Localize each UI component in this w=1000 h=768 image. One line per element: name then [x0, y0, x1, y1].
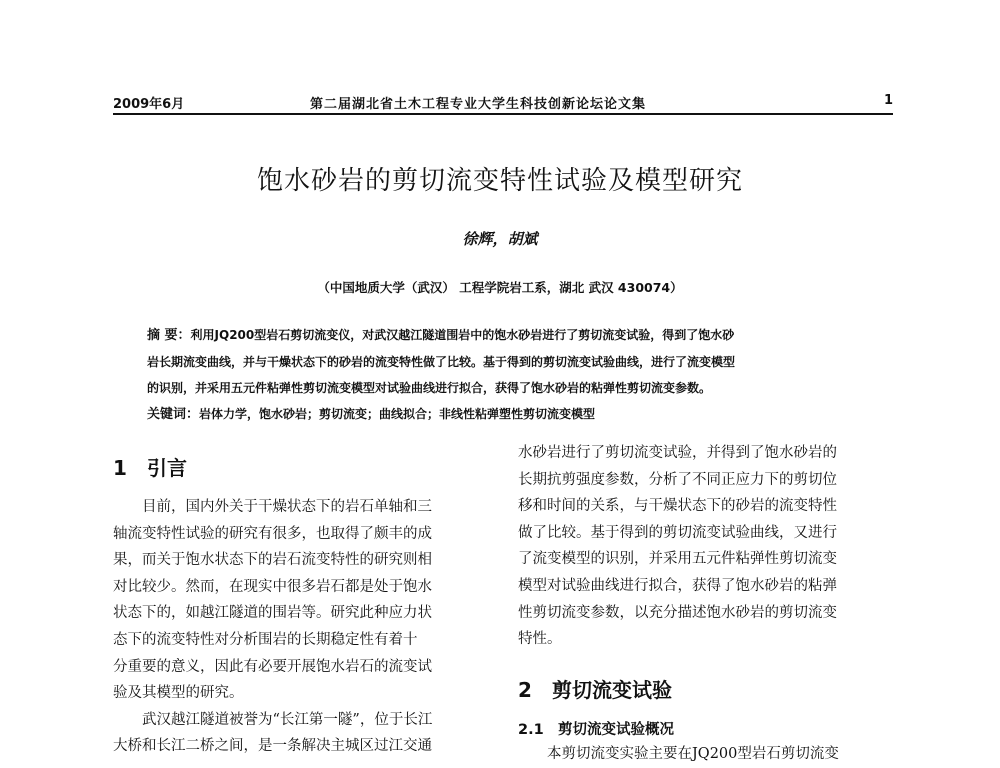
header-proceedings-title: 第二届湖北省土木工程专业大学生科技创新论坛论文集 — [310, 97, 647, 112]
section-2-heading — [518, 674, 672, 703]
body-line: 了流变模型的识别，并采用五元件粘弹性剪切流变 — [518, 551, 837, 568]
body-line: 对比较少。然而，在现实中很多岩石都是处于饱水 — [113, 578, 432, 595]
keywords-line — [147, 401, 862, 428]
section-1-heading — [113, 452, 187, 481]
section-title: 引言 — [147, 456, 187, 480]
subsection-number: 2.1 — [518, 722, 544, 738]
keywords-label: 关键词： — [147, 407, 200, 422]
body-line: 大桥和长江二桥之间，是一条解决主城区过江交通 — [113, 738, 432, 755]
body-line: 做了比较。基于得到的剪切流变试验曲线，又进行 — [518, 524, 837, 541]
body-line: 状态下的，如越江隧道的围岩等。研究此种应力状 — [113, 605, 432, 622]
abstract-label: 摘 要： — [147, 328, 191, 343]
section-number: 2 — [518, 678, 532, 702]
header-page-number: 1 — [883, 93, 893, 108]
body-line: 模型对试验曲线进行拟合，获得了饱水砂岩的粘弹 — [518, 577, 837, 594]
body-line: 移和时间的关系，与干燥状态下的砂岩的流变特性 — [518, 498, 837, 515]
body-line: 长期抗剪强度参数，分析了不同正应力下的剪切位 — [518, 471, 837, 488]
abstract-line — [147, 322, 862, 349]
keywords-text: 岩体力学，饱水砂岩；剪切流变；曲线拟合；非线性粘弹塑性剪切流变模型 — [199, 407, 596, 421]
abstract-text: 利用JQ200型岩石剪切流变仪，对武汉越江隧道围岩中的饱水砂岩进行了剪切流变试验，得到了饱水砂 — [190, 328, 735, 342]
body-line: 果，而关于饱水状态下的岩石流变特性的研究则相 — [113, 552, 432, 569]
subsection-2-1-heading — [518, 718, 674, 739]
body-line: 水砂岩进行了剪切流变试验，并得到了饱水砂岩的 — [518, 445, 837, 461]
body-line: 态下的流变特性对分析围岩的长期稳定性有着十 — [113, 631, 418, 648]
body-line: 本剪切流变实验主要在JQ200型岩石剪切流变 — [547, 746, 839, 762]
body-line: 分重要的意义，因此有必要开展饱水岩石的流变试 — [113, 658, 432, 675]
paper-title: 饱水砂岩的剪切流变特性试验及模型研究 — [256, 166, 743, 196]
body-line: 特性。 — [518, 631, 562, 648]
abstract-line: 岩长期流变曲线，并与干燥状态下的砂岩的流变特性做了比较。基于得到的剪切流变试验曲线，进行了流变模型 — [147, 355, 736, 369]
section-title: 剪切流变试验 — [552, 678, 672, 702]
paper-affiliation: （中国地质大学（武汉） 工程学院岩工系，湖北 武汉 430074） — [317, 280, 683, 295]
body-line: 武汉越江隧道被誉为“长江第一隧”，位于长江 — [142, 711, 433, 728]
body-line: 验及其模型的研究。 — [113, 685, 244, 702]
section-number: 1 — [113, 456, 127, 480]
header-rule — [113, 113, 893, 115]
section-2-body — [518, 741, 898, 768]
left-column-body — [113, 494, 493, 760]
body-line: 轴流变特性试验的研究有很多，也取得了颇丰的成 — [113, 525, 432, 542]
right-column-body — [518, 440, 898, 653]
paper-authors: 徐辉，胡斌 — [462, 230, 538, 248]
abstract — [147, 322, 862, 428]
subsection-title: 剪切流变试验概况 — [558, 722, 674, 738]
abstract-line: 的识别，并采用五元件粘弹性剪切流变模型对试验曲线进行拟合，获得了饱水砂岩的粘弹性剪切流变参数。 — [147, 381, 712, 395]
header-date: 2009年6月 — [113, 97, 185, 112]
body-line: 目前，国内外关于干燥状态下的岩石单轴和三 — [142, 499, 432, 515]
running-header — [113, 93, 893, 115]
body-line: 性剪切流变参数，以充分描述饱水砂岩的剪切流变 — [518, 604, 837, 621]
